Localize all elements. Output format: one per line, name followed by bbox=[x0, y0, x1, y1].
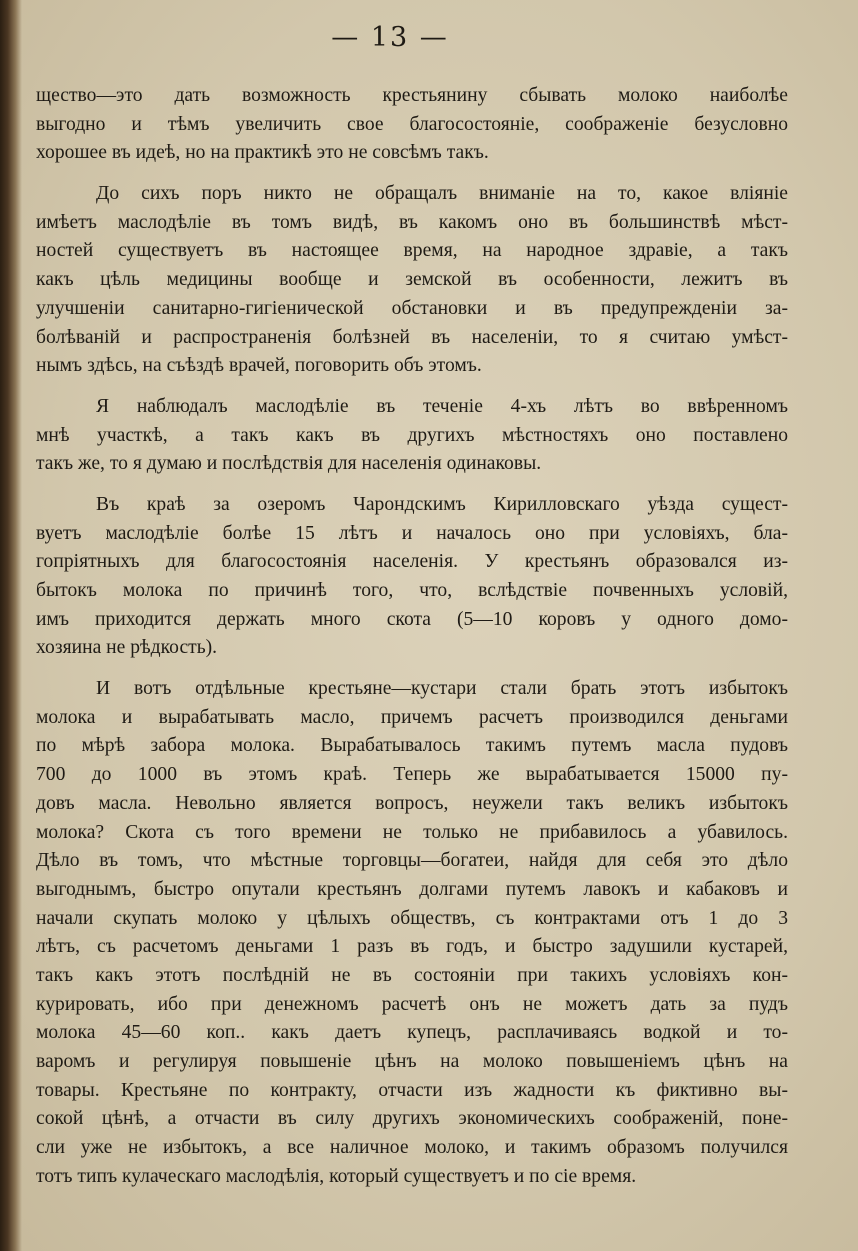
paragraph-gap bbox=[36, 381, 788, 393]
text-line: сокой цѣнѣ, а отчасти въ силу другихъ экономическихъ соображеній, поне- bbox=[36, 1108, 788, 1130]
text-line: вуетъ маслодѣліе болѣе 15 лѣтъ и началось оно при условіяхъ, бла- bbox=[36, 522, 788, 544]
text-line: молока? Скота съ того времени не только не прибавилось а убавилось. bbox=[36, 821, 788, 843]
text-line: хорошее въ идеѣ, но на практикѣ это не совсѣмъ такъ. bbox=[36, 142, 489, 164]
text-line: ностей существуетъ въ настоящее время, на народное здравіе, а такъ bbox=[36, 240, 788, 262]
text-line: по мѣрѣ забора молока. Вырабатывалось такимъ путемъ масла пудовъ bbox=[36, 735, 788, 757]
paragraph bbox=[36, 675, 788, 1191]
text-line: выгоднымъ, быстро опутали крестьянъ долгами путемъ лавокъ и кабаковъ и bbox=[36, 878, 788, 900]
text-line: варомъ и регулируя повышеніе цѣнъ на молоко повышеніемъ цѣнъ на bbox=[36, 1051, 788, 1072]
text-line: сли уже не избытокъ, а все наличное молоко, и такимъ образомъ получился bbox=[36, 1137, 788, 1159]
page-binding-shadow bbox=[0, 0, 22, 1251]
paragraph-gap bbox=[36, 479, 788, 491]
paragraph-gap bbox=[36, 663, 788, 675]
paragraph bbox=[36, 491, 788, 663]
text-line: мнѣ участкѣ, а такъ какъ въ другихъ мѣстностяхъ оно поставлено bbox=[36, 424, 788, 446]
paragraph bbox=[36, 393, 788, 479]
text-line: болѣваній и распространенія болѣзней въ населеніи, то я считаю умѣст- bbox=[36, 326, 788, 348]
text-line: такъ какъ этотъ послѣдній не въ состояніи при такихъ условіяхъ кон- bbox=[36, 964, 788, 986]
paragraph bbox=[36, 180, 788, 381]
text-line: Я наблюдалъ маслодѣліе въ теченіе 4-хъ лѣтъ во ввѣренномъ bbox=[96, 395, 788, 417]
text-line: имъ приходится держать много скота (5—10 коровъ у одного домо- bbox=[36, 608, 788, 630]
body-text bbox=[36, 82, 788, 1191]
text-line: начали скупать молоко у цѣлыхъ обществъ, съ контрактами отъ 1 до 3 bbox=[36, 907, 788, 929]
text-line: такъ же, то я думаю и послѣдствія для населенія одинаковы. bbox=[36, 453, 542, 475]
text-line: какъ цѣль медицины вообще и земской въ особенности, лежитъ въ bbox=[36, 269, 788, 291]
text-line: тотъ типъ кулаческаго маслодѣлія, который существуетъ и по сіе время. bbox=[36, 1165, 637, 1187]
text-line: молока 45—60 коп.. какъ даетъ купецъ, расплачиваясь водкой и то- bbox=[36, 1022, 788, 1044]
text-line: товары. Крестьяне по контракту, отчасти изъ жадности къ фиктивно вы- bbox=[36, 1079, 788, 1101]
text-line: До сихъ поръ никто не обращалъ вниманіе на то, какое вліяніе bbox=[96, 183, 788, 205]
text-line: Въ краѣ за озеромъ Чарондскимъ Кирилловскаго уѣзда сущест- bbox=[96, 493, 788, 515]
text-line: имѣетъ маслодѣліе въ томъ видѣ, въ какомъ оно въ большинствѣ мѣст- bbox=[36, 211, 788, 233]
text-line: курировать, ибо при денежномъ расчетѣ онъ не можетъ дать за пудъ bbox=[36, 993, 788, 1015]
text-line: 700 до 1000 въ этомъ краѣ. Теперь же вырабатывается 15000 пу- bbox=[36, 764, 788, 786]
text-line: щество—это дать возможность крестьянину сбывать молоко наиболѣе bbox=[36, 85, 788, 106]
paragraph-gap bbox=[36, 168, 788, 180]
text-line: гопріятныхъ для благосостоянія населенія. У крестьянъ образовался из- bbox=[36, 551, 788, 573]
text-line: И вотъ отдѣльные крестьяне—кустари стали брать этотъ избытокъ bbox=[96, 678, 788, 700]
text-line: выгодно и тѣмъ увеличить свое благосостояніе, соображеніе безусловно bbox=[36, 113, 788, 135]
text-line: нымъ здѣсь, на съѣздѣ врачей, поговорить объ этомъ. bbox=[36, 355, 482, 377]
text-line: улучшеніи санитарно-гигіенической обстановки и въ предупрежденіи за- bbox=[36, 297, 788, 319]
text-line: довъ масла. Невольно является вопросъ, неужели такъ великъ избытокъ bbox=[36, 792, 788, 814]
text-line: хозяина не рѣдкость). bbox=[36, 637, 218, 659]
text-line: Дѣло въ томъ, что мѣстные торговцы—богатеи, найдя для себя это дѣло bbox=[36, 850, 788, 872]
paragraph bbox=[36, 82, 788, 168]
text-line: лѣтъ, съ расчетомъ деньгами 1 разъ въ годъ, и быстро задушили кустарей, bbox=[36, 936, 788, 958]
page-number: — 13 — bbox=[331, 22, 449, 53]
text-line: бытокъ молока по причинѣ того, что, вслѣдствіе почвенныхъ условій, bbox=[36, 580, 788, 601]
text-line: молока и вырабатывать масло, причемъ расчетъ производился деньгами bbox=[36, 706, 788, 728]
